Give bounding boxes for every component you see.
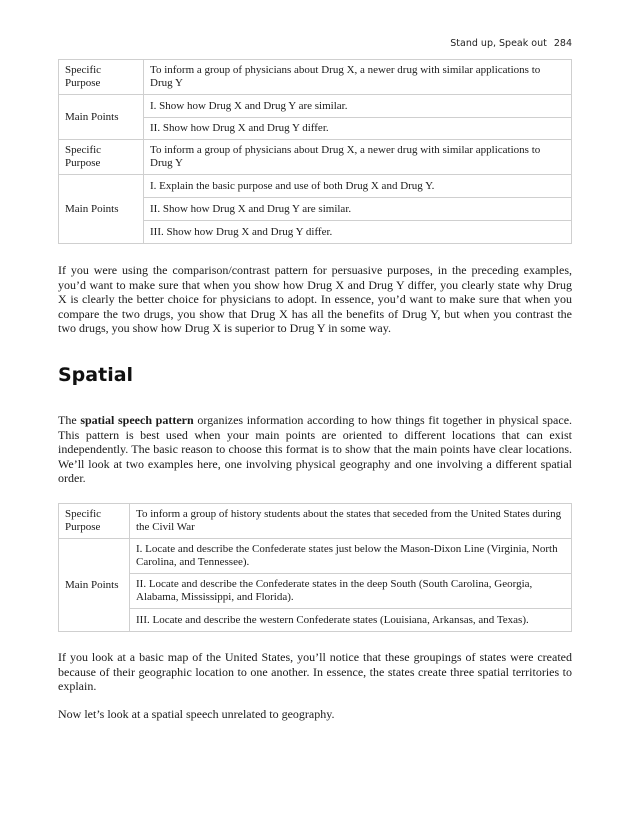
row-label: Main Points bbox=[59, 539, 130, 632]
table-row bbox=[59, 539, 572, 574]
paragraph-map-explanation: If you look at a basic map of the United States, you’ll notice that these groupings of states were created because of their geographic location to one another. In essence, the states create three spatial territories to explain. bbox=[58, 650, 572, 694]
main-point: III. Show how Drug X and Drug Y differ. bbox=[144, 221, 572, 244]
table-row bbox=[59, 60, 572, 95]
main-point: I. Explain the basic purpose and use of both Drug X and Drug Y. bbox=[144, 175, 572, 198]
main-point: I. Show how Drug X and Drug Y are similar. bbox=[144, 95, 572, 118]
paragraph-lead: The bbox=[58, 413, 81, 427]
main-point: II. Show how Drug X and Drug Y are similar. bbox=[144, 198, 572, 221]
row-label: Specific Purpose bbox=[59, 60, 144, 95]
running-header bbox=[450, 38, 572, 49]
page-number: 284 bbox=[553, 38, 572, 49]
comparison-outline-table bbox=[58, 59, 572, 244]
key-term: spatial speech pattern bbox=[80, 413, 194, 427]
paragraph-spatial-intro bbox=[58, 413, 572, 486]
paragraph-transition: Now let’s look at a spatial speech unrelated to geography. bbox=[58, 707, 335, 721]
specific-purpose-text: To inform a group of history students about the states that seceded from the United States during the Civil War bbox=[130, 504, 572, 539]
main-point: I. Locate and describe the Confederate states just below the Mason-Dixon Line (Virginia, North Carolina, and Tennessee). bbox=[130, 539, 572, 574]
table-row bbox=[59, 609, 572, 632]
main-point: II. Locate and describe the Confederate states in the deep South (South Carolina, Georgia, Alabama, Mississippi, and Florida). bbox=[130, 574, 572, 609]
main-point: II. Show how Drug X and Drug Y differ. bbox=[144, 118, 572, 140]
row-label: Main Points bbox=[59, 95, 144, 140]
table-row bbox=[59, 95, 572, 118]
paragraph-rest: organizes information according to how things fit together in physical space. This pattern is best used when your main points are oriented to different locations that can exist independently. The basic reason to choose this format is to show that the main points have clear locations. We’ll look at two examples here, one involving physical geography and one involving a different spatial order. bbox=[58, 413, 573, 486]
table-row bbox=[59, 574, 572, 609]
paragraph-persuasive: If you were using the comparison/contrast pattern for persuasive purposes, in the preceding examples, you’d want to make sure that when you show how Drug X and Drug Y differ, you clearly state why Drug X is clearly the better choice for physicians to adopt. In essence, you’d want to make sure that when you compare the two drugs, you show that Drug X has all the benefits of Drug Y, but when you contrast the two drugs, you show how Drug X is superior to Drug Y in some way. bbox=[58, 263, 572, 336]
specific-purpose-text: To inform a group of physicians about Drug X, a newer drug with similar applications to Drug Y bbox=[144, 60, 572, 95]
specific-purpose-text: To inform a group of physicians about Drug X, a newer drug with similar applications to Drug Y bbox=[144, 140, 572, 175]
table-row bbox=[59, 504, 572, 539]
main-point: III. Locate and describe the western Confederate states (Louisiana, Arkansas, and Texas). bbox=[130, 609, 572, 632]
row-label: Specific Purpose bbox=[59, 140, 144, 175]
row-label: Specific Purpose bbox=[59, 504, 130, 539]
running-title: Stand up, Speak out bbox=[450, 38, 547, 49]
row-label: Main Points bbox=[59, 175, 144, 244]
spatial-outline-table bbox=[58, 503, 572, 632]
section-heading: Spatial bbox=[58, 364, 134, 386]
table-row bbox=[59, 140, 572, 175]
table-row bbox=[59, 175, 572, 198]
